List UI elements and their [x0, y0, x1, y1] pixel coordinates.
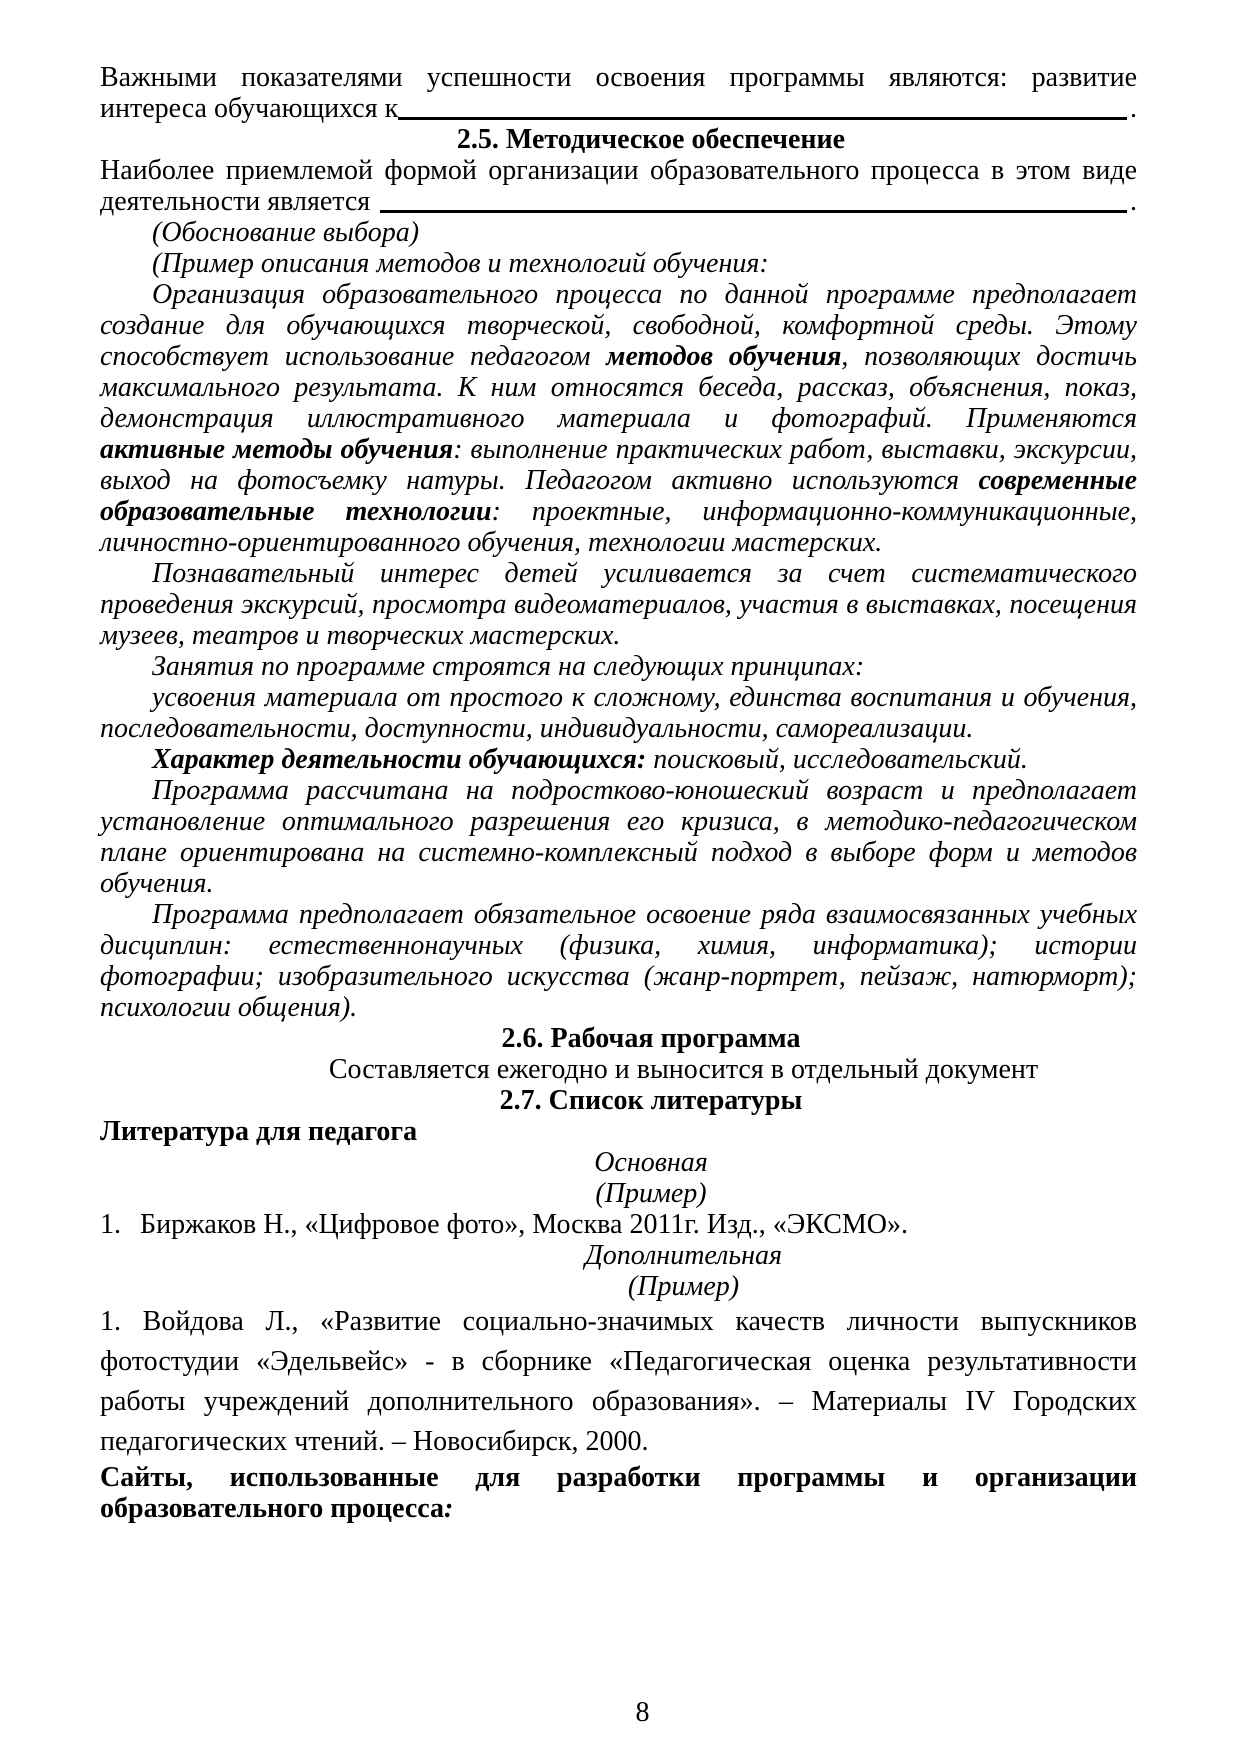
teacher-literature-heading: Литература для педагога: [100, 1116, 418, 1147]
intro-line-2-period: .: [1130, 93, 1137, 124]
form-line-2-period: .: [1130, 186, 1137, 217]
interest-paragraph: Познавательный интерес детей усиливается за счет систематического проведения экскурсий, просмотра видеоматериалов, участия в выставках, посещения музеев, театров и творческих мастерских.: [100, 558, 1137, 651]
principles-intro: Занятия по программе строятся на следующих принципах:: [152, 651, 865, 682]
program-disciplines-paragraph: Программа предполагает обязательное освоение ряда взаимосвязанных учебных дисциплин: естественнонаучных (физика, химия, информатика); истории фотографии; изобразительного искусства (жанр-портрет, пейзаж, натюрморт); психологии общения).: [100, 899, 1137, 1023]
literature-item-number: 1.: [100, 1209, 121, 1240]
main-literature-label: Основная: [594, 1147, 708, 1178]
section-2-6-heading: 2.6. Рабочая программа: [501, 1023, 801, 1054]
fill-in-blank-form[interactable]: [380, 186, 1127, 213]
additional-literature-label: Дополнительная: [584, 1240, 783, 1271]
justification-note: (Обоснование выбора): [152, 217, 420, 248]
example-label-2: (Пример): [627, 1271, 740, 1302]
character-value: поисковый, исследовательский.: [646, 744, 1028, 775]
fill-in-blank-interest[interactable]: [398, 93, 1127, 120]
literature-item-additional: 1. Войдова Л., «Развитие социально-значимых качеств личности выпускников фотостудии «Эдельвейс» - в сборнике «Педагогическая оценка результативности работы учреждений дополнительного образования». – Материалы IV Городских педагогических чтений. – Новосибирск, 2000.: [100, 1306, 1137, 1457]
sites-heading-text: Сайты, использованные для разработки программы и организации образовательного процесса: [100, 1462, 1137, 1524]
form-line-1: Наиболее приемлемой формой организации образовательного процесса в этом виде: [100, 155, 1137, 186]
methods-paragraph: [100, 279, 1137, 558]
character-paragraph: [100, 744, 1137, 775]
methods-run-3: : выполнение практических работ, выставки, экскурсии, выход на фотосъемку натуры. Педагогом активно используются: [100, 434, 1137, 496]
example-intro: (Пример описания методов и технологий обучения:: [152, 248, 769, 279]
section-2-6-subtitle: Составляется ежегодно и выносится в отдельный документ: [328, 1054, 1039, 1085]
form-line-2: [100, 186, 1137, 217]
page-number: 8: [635, 1697, 650, 1728]
intro-paragraph: [100, 62, 1137, 124]
methods-run-1: Организация образовательного процесса по данной программе предполагает создание для обучающихся творческой, свободной, комфортной среды. Этому способствует использование педагогом: [100, 279, 1137, 372]
methods-term-1: методов обучения: [606, 341, 842, 372]
methods-term-2: активные методы обучения: [100, 434, 454, 465]
character-label: Характер деятельности обучающихся:: [152, 744, 647, 775]
example-label-1: (Пример): [595, 1178, 707, 1209]
literature-item-text: Биржаков Н., «Цифровое фото», Москва 2011г. Изд., «ЭКСМО».: [140, 1209, 909, 1240]
form-line-2-text: деятельности является: [100, 186, 371, 217]
sites-heading: [100, 1462, 1137, 1524]
principles-paragraph: усвоения материала от простого к сложному, единства воспитания и обучения, последовательности, доступности, индивидуальности, самореализации.: [100, 682, 1137, 744]
section-2-7-heading: 2.7. Список литературы: [499, 1085, 803, 1116]
form-paragraph: [100, 155, 1137, 217]
literature-item-main: [100, 1209, 1137, 1240]
intro-line-2-text: интереса обучающихся к: [100, 93, 399, 124]
section-2-5-heading: 2.5. Методическое обеспечение: [456, 124, 846, 155]
methods-run-4: : проектные, информационно-коммуникационные, личностно-ориентированного обучения, технологии мастерских.: [100, 496, 1137, 558]
intro-line-2: [100, 93, 1137, 124]
intro-line-1: Важными показателями успешности освоения программы являются: развитие: [100, 62, 1137, 93]
sites-heading-colon: :: [444, 1493, 454, 1524]
methods-term-3: современные образовательные технологии: [100, 465, 1137, 527]
methods-run-2: , позволяющих достичь максимального результата. К ним относятся беседа, рассказ, объяснения, показ, демонстрация иллюстративного материала и фотографий. Применяются: [100, 341, 1137, 434]
program-age-paragraph: Программа рассчитана на подростково-юношеский возраст и предполагает установление оптимального разрешения его кризиса, в методико-педагогическом плане ориентирована на системно-комплексный подход в выборе форм и методов обучения.: [100, 775, 1137, 899]
